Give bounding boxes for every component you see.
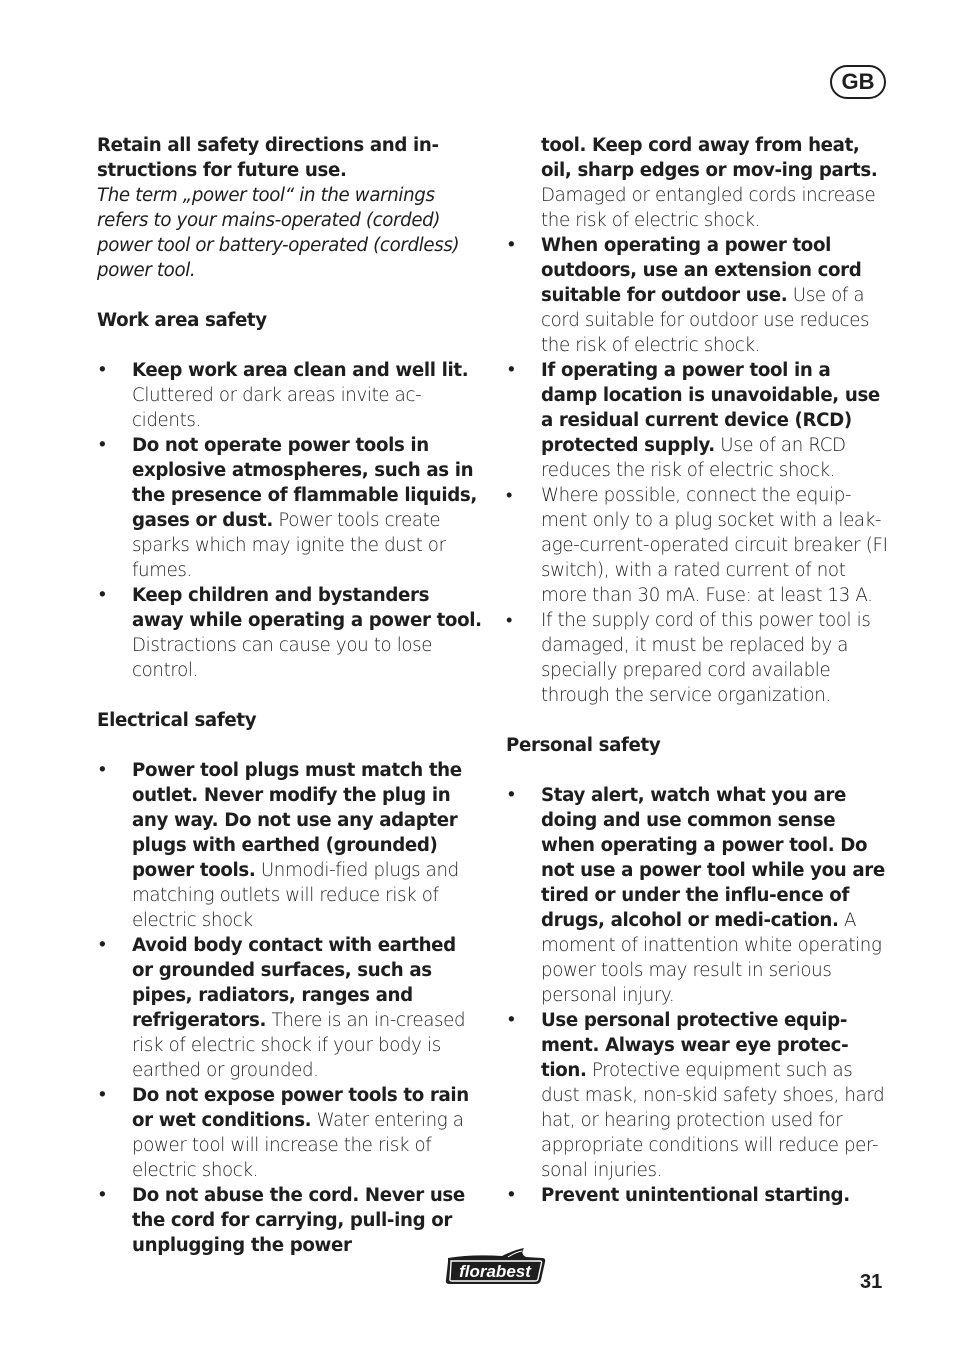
item-bold: Do not abuse the cord. Never use the cord for carrying, pull-ing or unplugging the power: [132, 1185, 465, 1256]
bullet-icon: •: [97, 435, 108, 456]
page-number: 31: [860, 1271, 883, 1293]
list-item: [506, 608, 891, 708]
item-bold: Stay alert, watch what you are doing and use common sense when operating a power tool. Do not use a power tool while you are tired or under the influ-ence of drugs, alcohol or medi-cation.: [541, 785, 885, 931]
item-text: Unmodi-fied plugs and matching outlets will reduce risk of electric shock: [132, 860, 459, 931]
bullet-icon: •: [506, 235, 517, 256]
item-bold: Prevent unintentional starting.: [541, 1185, 850, 1206]
bullet-icon: •: [97, 935, 108, 956]
left-column: [97, 133, 482, 1258]
item-bold: Do not expose power tools to rain or wet conditions.: [132, 1085, 469, 1131]
list-item-continued: [506, 133, 891, 233]
intro-bold: Retain all safety directions and in-structions for future use.: [97, 135, 439, 181]
item-text: Use of a cord suitable for outdoor use reduces the risk of electric shock.: [541, 285, 870, 356]
list-item: [506, 1183, 891, 1208]
list-item: [97, 758, 482, 933]
florabest-logo-icon: [442, 1246, 548, 1286]
item-text: If the supply cord of this power tool is damaged, it must be replaced by a specially prepared cord available through the service organization.: [541, 610, 871, 706]
item-bold: Keep work area clean and well lit.: [132, 360, 469, 381]
item-bold: When operating a power tool outdoors, use an extension cord suitable for outdoor use.: [541, 235, 862, 306]
item-text: Where possible, connect the equip-ment only to a plug socket with a leak-age-current-operated circuit breaker (FI switch), with a rated current of not more than 30 mA. Fuse: at least 13 A.: [541, 485, 888, 606]
bullet-icon: •: [506, 1185, 517, 1206]
list-item: [97, 583, 482, 683]
bullet-icon: •: [97, 1085, 108, 1106]
heading-electrical-safety: Electrical safety: [97, 710, 257, 731]
item-text: Cluttered or dark areas invite ac-cidents.: [132, 385, 422, 431]
bullet-icon: •: [506, 785, 517, 806]
item-bold: Power tool plugs must match the outlet. Never modify the plug in any way. Do not use any adapter plugs with earthed (grounded) power tools.: [132, 760, 462, 881]
list-item: [97, 1183, 482, 1258]
list-item: [506, 358, 891, 483]
item-text: Power tools create sparks which may ignite the dust or fumes.: [132, 510, 446, 581]
heading-work-area-safety: Work area safety: [97, 310, 267, 331]
bullet-icon: •: [506, 1010, 517, 1031]
bullet-icon: •: [506, 485, 513, 506]
item-bold: Do not operate power tools in explosive atmospheres, such as in the presence of flammable liquids, gases or dust.: [132, 435, 477, 531]
bullet-icon: •: [97, 760, 108, 781]
list-item: [97, 1083, 482, 1183]
svg-text:florabest: florabest: [459, 1262, 531, 1281]
bullet-icon: •: [506, 360, 517, 381]
item-bold: If operating a power tool in a damp location is unavoidable, use a residual current device (RCD) protected supply.: [541, 360, 880, 456]
bullet-icon: •: [97, 1185, 108, 1206]
list-item: [97, 433, 482, 583]
item-text: Protective equipment such as dust mask, non-skid safety shoes, hard hat, or hearing protection used for appropriate conditions will reduce per-sonal injuries.: [541, 1060, 885, 1181]
bullet-icon: •: [97, 585, 108, 606]
heading-personal-safety: Personal safety: [506, 735, 661, 756]
list-item: [97, 358, 482, 433]
item-text: There is an in-creased risk of electric shock if your body is earthed or grounded.: [132, 1010, 466, 1081]
item-text: Water entering a power tool will increase the risk of electric shock.: [132, 1110, 464, 1181]
list-item: [97, 933, 482, 1083]
language-badge: GB: [830, 65, 886, 99]
bullet-icon: •: [506, 610, 513, 631]
bullet-icon: •: [97, 360, 108, 381]
item-text: Distractions can cause you to lose control.: [132, 635, 433, 681]
item-bold: Avoid body contact with earthed or grounded surfaces, such as pipes, radiators, ranges and refrigerators.: [132, 935, 456, 1031]
list-item: [506, 783, 891, 1008]
item-bold: Keep children and bystanders away while operating a power tool.: [132, 585, 482, 631]
item-bold: Use personal protective equip-ment. Always wear eye protec-tion.: [541, 1010, 849, 1081]
item-bold: tool. Keep cord away from heat, oil, sharp edges or mov-ing parts.: [541, 135, 878, 181]
list-item: [506, 233, 891, 358]
intro-italic: The term „power tool“ in the warnings refers to your mains-operated (corded) power tool or battery-operated (cordless) power tool.: [97, 185, 460, 281]
item-text: A moment of inattention white operating power tools may result in serious personal injury.: [541, 910, 882, 1006]
list-item: [506, 483, 891, 608]
list-item: [506, 1008, 891, 1183]
florabest-logo: [442, 1246, 548, 1290]
right-column: [506, 133, 891, 1208]
item-text: Use of an RCD reduces the risk of electric shock.: [541, 435, 846, 481]
item-text: Damaged or entangled cords increase the risk of electric shock.: [541, 185, 876, 231]
